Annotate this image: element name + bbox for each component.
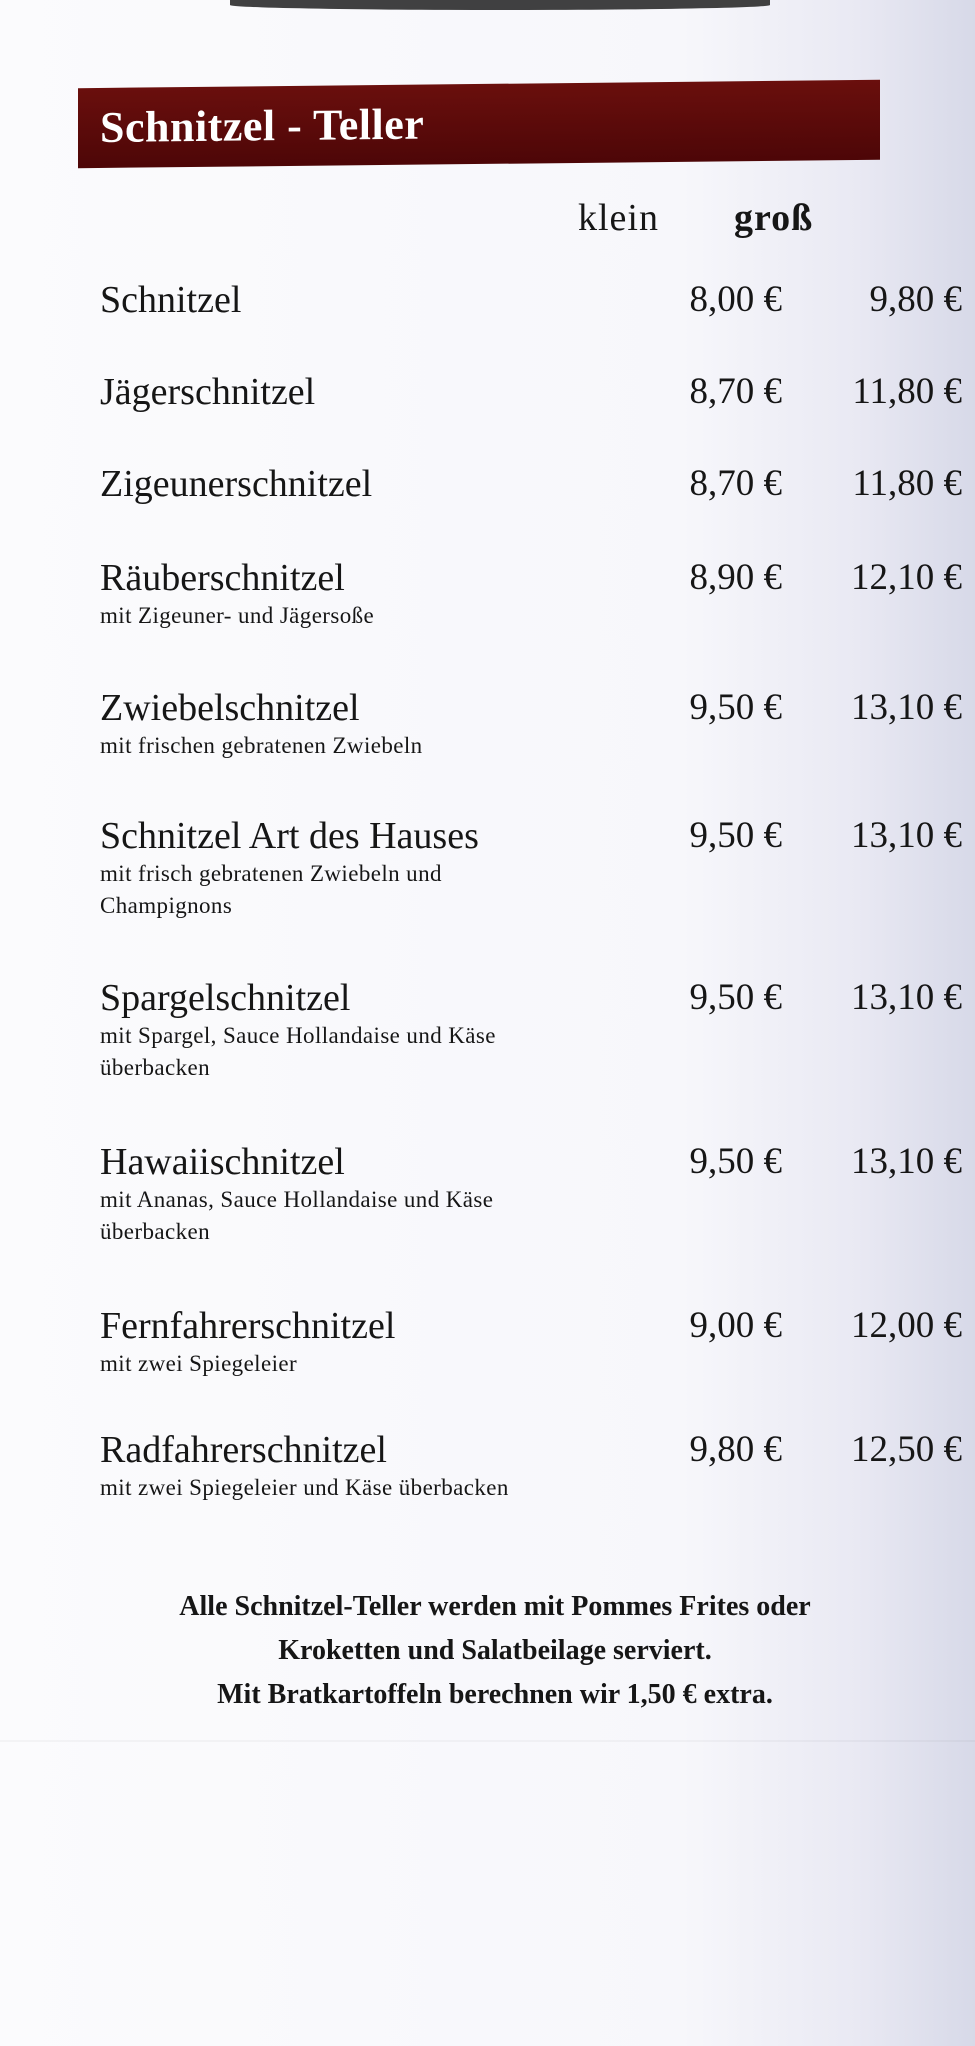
section-banner [78, 80, 880, 168]
price-large: 11,80 € [852, 463, 962, 504]
footer-line: Mit Bratkartoffeln berechnen wir 1,50 € extra. [217, 1679, 773, 1710]
footer-line: Alle Schnitzel-Teller werden mit Pommes Frites oder [179, 1591, 811, 1622]
item-name: Fernfahrerschnitzel [100, 1305, 396, 1347]
price-large: 13,10 € [851, 977, 962, 1018]
price-large: 13,10 € [851, 1141, 962, 1182]
item-name: Jägerschnitzel [100, 371, 316, 413]
price-small: 9,80 € [689, 1429, 782, 1470]
column-header-small: klein [578, 197, 659, 239]
column-header-large: groß [734, 197, 814, 239]
price-large: 13,10 € [851, 687, 962, 728]
price-large: 12,50 € [851, 1429, 962, 1470]
item-name: Zigeunerschnitzel [100, 463, 373, 505]
item-name: Räuberschnitzel [100, 557, 345, 599]
item-description: mit Zigeuner- und Jägersoße [100, 603, 375, 628]
menu-item [100, 814, 962, 922]
item-description: mit Spargel, Sauce Hollandaise und Käse überbacken [100, 1023, 496, 1080]
item-name: Hawaiischnitzel [100, 1141, 345, 1183]
price-small: 8,00 € [689, 279, 782, 320]
menu-item [100, 1428, 962, 1504]
price-small: 9,50 € [689, 977, 782, 1018]
menu-item [100, 1304, 962, 1380]
menu-item [100, 976, 962, 1084]
page-edge-shadow [230, 0, 770, 10]
item-name: Schnitzel Art des Hauses [100, 815, 479, 857]
price-small: 9,50 € [689, 1141, 782, 1182]
item-description: mit frisch gebratenen Zwiebeln und Champignons [100, 861, 442, 918]
item-name: Radfahrerschnitzel [100, 1429, 387, 1471]
menu-item [100, 278, 962, 322]
menu-item [100, 686, 962, 762]
price-large: 12,00 € [851, 1305, 962, 1346]
price-small: 9,50 € [689, 687, 782, 728]
price-small: 8,70 € [689, 463, 782, 504]
price-large: 12,10 € [851, 557, 962, 598]
price-small: 8,90 € [689, 557, 782, 598]
item-description: mit zwei Spiegeleier [100, 1351, 298, 1376]
item-name: Spargelschnitzel [100, 977, 351, 1019]
menu-footer-note [90, 1585, 900, 1717]
item-description: mit frischen gebratenen Zwiebeln [100, 733, 423, 758]
price-large: 13,10 € [851, 815, 962, 856]
item-description: mit zwei Spiegeleier und Käse überbacken [100, 1475, 509, 1500]
footer-line: Kroketten und Salatbeilage serviert. [278, 1635, 712, 1666]
price-large: 9,80 € [869, 279, 962, 320]
section-title: Schnitzel - Teller [100, 99, 425, 152]
price-large: 11,80 € [852, 371, 962, 412]
price-small: 8,70 € [689, 371, 782, 412]
menu-item [100, 1140, 962, 1248]
menu-item [100, 462, 962, 506]
price-small: 9,50 € [689, 815, 782, 856]
menu-item [100, 370, 962, 414]
price-small: 9,00 € [689, 1305, 782, 1346]
item-description: mit Ananas, Sauce Hollandaise und Käse überbacken [100, 1187, 494, 1244]
item-name: Zwiebelschnitzel [100, 687, 360, 729]
item-name: Schnitzel [100, 279, 242, 321]
menu-item [100, 556, 962, 632]
paper-fold [0, 1740, 975, 1742]
